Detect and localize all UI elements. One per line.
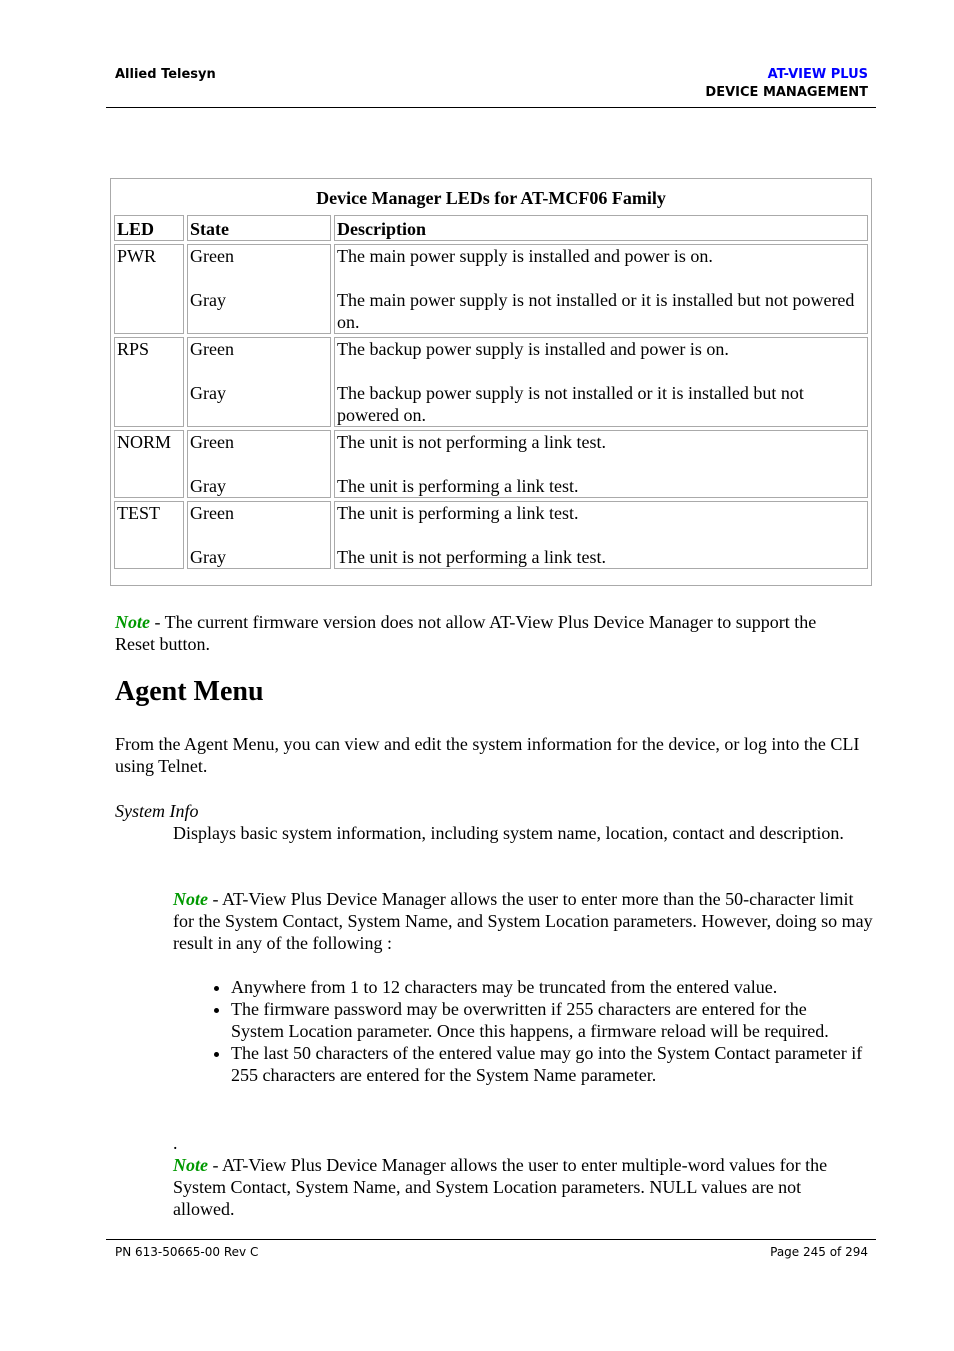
- description-cell: [334, 244, 868, 334]
- column-header-state: State: [187, 215, 331, 241]
- column-header-description: Description: [334, 215, 868, 241]
- firmware-note: [115, 611, 855, 655]
- page-footer: [106, 1239, 876, 1260]
- description-text: The unit is performing a link test.: [337, 503, 579, 523]
- led-cell: TEST: [114, 501, 184, 569]
- description-text: The unit is not performing a link test.: [337, 432, 606, 452]
- stray-period: .: [173, 1133, 178, 1153]
- table-caption: Device Manager LEDs for AT-MCF06 Family: [316, 188, 666, 208]
- led-table: [110, 178, 872, 586]
- page-number: Page 245 of 294: [770, 1245, 868, 1259]
- description-text: The unit is not performing a link test.: [337, 547, 606, 567]
- company-name: Allied Telesyn: [115, 67, 216, 82]
- state-text: Gray: [190, 547, 226, 567]
- description-text: The backup power supply is installed and power is on.: [337, 339, 729, 359]
- led-cell: NORM: [114, 430, 184, 498]
- state-cell: [187, 244, 331, 334]
- list-item: • The last 50 characters of the entered value may go into the System Contact parameter if 255 characters are entered for the System Name parameter.: [231, 1042, 863, 1086]
- system-info-description: Displays basic system information, including system name, location, contact and description.: [173, 823, 844, 843]
- state-text: Gray: [190, 383, 226, 403]
- note-text: - The current firmware version does not allow AT-View Plus Device Manager to support the Reset button.: [115, 612, 817, 654]
- consequence-list: [173, 976, 863, 1086]
- state-text: Gray: [190, 290, 226, 310]
- system-info-note: [173, 888, 873, 954]
- part-number: PN 613-50665-00 Rev C: [115, 1245, 259, 1259]
- description-cell: [334, 337, 868, 427]
- product-name: AT-VIEW PLUS: [767, 67, 868, 82]
- description-text: The unit is performing a link test.: [337, 476, 579, 496]
- state-text: Gray: [190, 476, 226, 496]
- section-heading: Agent Menu: [115, 676, 264, 707]
- note-label: Note: [173, 889, 208, 909]
- description-text: The main power supply is installed and power is on.: [337, 246, 713, 266]
- description-text: The backup power supply is not installed or it is installed but not powered on.: [337, 383, 804, 425]
- table-row: [114, 337, 868, 427]
- section-name: DEVICE MANAGEMENT: [705, 85, 868, 100]
- state-text: Green: [190, 432, 234, 452]
- intro-paragraph: From the Agent Menu, you can view and edit the system information for the device, or log into the CLI using Telnet.: [115, 734, 860, 776]
- state-cell: [187, 337, 331, 427]
- table-row: [114, 430, 868, 498]
- state-cell: [187, 430, 331, 498]
- list-item: • The firmware password may be overwritten if 255 characters are entered for the System Location parameter. Once this happens, a firmware reload will be required.: [231, 998, 863, 1042]
- note-text: - AT-View Plus Device Manager allows the user to enter multiple-word values for the System Contact, System Name, and System Location parameters. NULL values are not allowed.: [173, 1155, 828, 1219]
- page-header: [106, 66, 876, 108]
- led-cell: RPS: [114, 337, 184, 427]
- state-text: Green: [190, 339, 234, 359]
- note-label: Note: [115, 612, 150, 632]
- description-text: The main power supply is not installed or it is installed but not powered on.: [337, 290, 855, 332]
- column-header-led: LED: [114, 215, 184, 241]
- note-text: - AT-View Plus Device Manager allows the user to enter more than the 50-character limit for the System Contact, System Name, and System Location parameters. However, doing so may result in any of the following :: [173, 889, 873, 953]
- list-item: • Anywhere from 1 to 12 characters may be truncated from the entered value.: [231, 976, 863, 998]
- table-row: [114, 244, 868, 334]
- description-cell: [334, 430, 868, 498]
- state-text: Green: [190, 246, 234, 266]
- system-info-title: System Info: [115, 801, 199, 821]
- table-row: [114, 501, 868, 569]
- state-cell: [187, 501, 331, 569]
- note-label: Note: [173, 1155, 208, 1175]
- state-text: Green: [190, 503, 234, 523]
- multiword-note: [173, 1154, 863, 1220]
- description-cell: [334, 501, 868, 569]
- led-cell: PWR: [114, 244, 184, 334]
